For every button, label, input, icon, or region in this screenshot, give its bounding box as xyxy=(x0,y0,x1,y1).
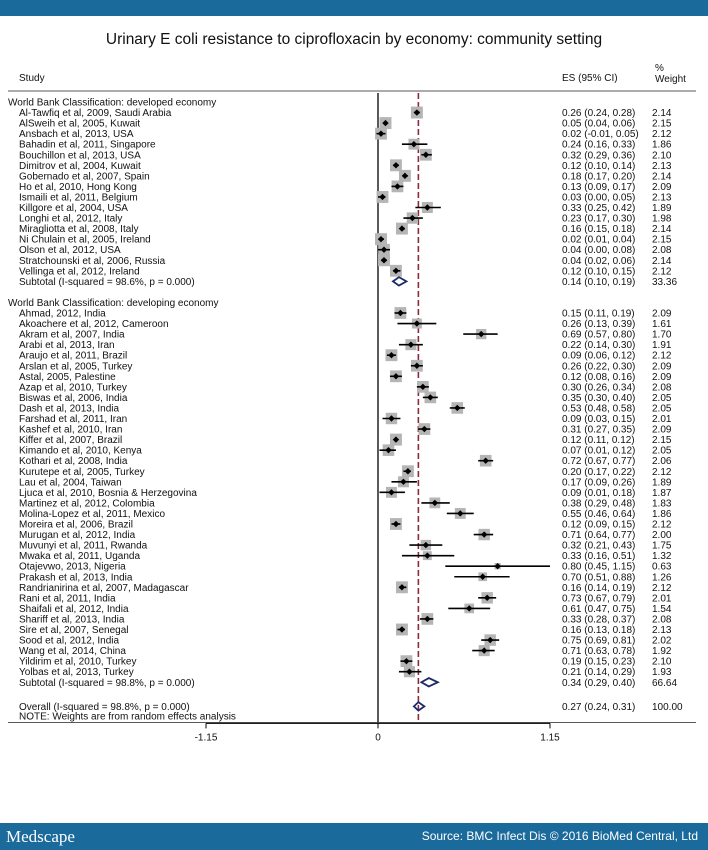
study-label: Biswas et al, 2006, India xyxy=(19,392,128,404)
weight-value: 1.83 xyxy=(652,498,672,510)
subtotal-diamond xyxy=(393,277,406,285)
medscape-logo[interactable]: Medscape xyxy=(6,827,75,846)
source-credit: Source: BMC Infect Dis © 2016 BioMed Central, Ltd xyxy=(421,829,698,843)
es-ci-value: 0.53 (0.48, 0.58) xyxy=(562,403,636,415)
es-ci-value: 0.26 (0.13, 0.39) xyxy=(562,319,636,331)
weight-value: 1.54 xyxy=(652,603,672,615)
weight-value: 2.01 xyxy=(652,414,672,425)
weight-value: 1.89 xyxy=(652,203,672,214)
chart-title: Urinary E coli resistance to ciprofloxacin by economy: community setting xyxy=(105,31,603,48)
weight-value: 2.12 xyxy=(652,582,672,594)
es-ci-value: 0.20 (0.17, 0.22) xyxy=(562,466,636,478)
study-label: Bahadin et al, 2011, Singapore xyxy=(19,139,156,151)
study-label: Lau et al, 2004, Taiwan xyxy=(19,477,122,489)
study-label: Ansbach et al, 2013, USA xyxy=(19,129,134,141)
study-label: Kimando et al, 2010, Kenya xyxy=(19,445,142,457)
weight-value: 2.10 xyxy=(652,150,672,162)
study-label: Al-Tawfiq et al, 2009, Saudi Arabia xyxy=(19,108,172,120)
weights-note: NOTE: Weights are from random effects analysis xyxy=(19,711,236,723)
es-ci-value: 0.22 (0.14, 0.30) xyxy=(562,340,636,352)
weight-column-header-symbol: % xyxy=(655,63,664,74)
weight-value: 2.00 xyxy=(652,530,672,542)
es-ci-value: 0.61 (0.47, 0.75) xyxy=(562,603,636,615)
study-label: Moreira et al, 2006, Brazil xyxy=(19,519,133,531)
es-ci-value: 0.12 (0.10, 0.14) xyxy=(562,160,636,172)
group-header: World Bank Classification: developed economy xyxy=(8,97,217,109)
study-label: Araujo et al, 2011, Brazil xyxy=(19,350,128,362)
study-label: Akram et al, 2007, India xyxy=(19,329,125,341)
es-ci-value: 0.33 (0.28, 0.37) xyxy=(562,614,636,626)
es-ci-value: 0.02 (0.01, 0.04) xyxy=(562,234,636,246)
weight-value: 1.70 xyxy=(652,329,672,341)
es-ci-value: 0.13 (0.09, 0.17) xyxy=(562,181,636,193)
es-ci-value: 0.09 (0.01, 0.18) xyxy=(562,487,636,499)
x-tick-label: 1.15 xyxy=(540,732,560,744)
weight-value: 1.91 xyxy=(652,340,672,352)
weight-value: 2.05 xyxy=(652,392,672,404)
es-ci-value: 0.55 (0.46, 0.64) xyxy=(562,508,636,520)
weight-value: 2.13 xyxy=(652,192,672,204)
es-ci-value: 0.12 (0.10, 0.15) xyxy=(562,266,636,278)
weight-value: 2.10 xyxy=(652,656,672,668)
study-label: Kothari et al, 2008, India xyxy=(19,456,128,468)
es-ci-value: 0.16 (0.15, 0.18) xyxy=(562,224,636,236)
group-header: World Bank Classification: developing economy xyxy=(8,297,219,309)
study-label: Dash et al, 2013, India xyxy=(19,403,120,415)
study-label: Sire et al, 2007, Senegal xyxy=(19,625,129,636)
study-label: AlSweih et al, 2005, Kuwait xyxy=(19,118,141,130)
study-label: Olson et al, 2012, USA xyxy=(19,245,121,257)
x-tick-label: -1.15 xyxy=(194,732,218,744)
study-label: Arslan et al, 2005, Turkey xyxy=(19,361,133,373)
study-label: Astal, 2005, Palestine xyxy=(19,371,116,383)
weight-value: 1.86 xyxy=(652,139,672,151)
es-ci-value: 0.38 (0.29, 0.48) xyxy=(562,498,636,510)
study-label: Otajevwo, 2013, Nigeria xyxy=(19,561,126,573)
es-ci-value: 0.18 (0.17, 0.20) xyxy=(562,171,636,183)
weight-value: 2.09 xyxy=(652,424,672,436)
study-label: Farshad et al, 2011, Iran xyxy=(19,414,128,425)
es-ci-value: 0.04 (0.02, 0.06) xyxy=(562,255,636,267)
weight-value: 1.93 xyxy=(652,667,672,679)
study-label: Ni Chulain et al, 2005, Ireland xyxy=(19,234,151,246)
footer-bar xyxy=(0,823,708,850)
es-ci-value: 0.23 (0.17, 0.30) xyxy=(562,213,636,225)
study-label: Ho et al, 2010, Hong Kong xyxy=(19,181,137,193)
weight-value: 2.09 xyxy=(652,371,672,383)
study-label: Kashef et al, 2010, Iran xyxy=(19,424,123,436)
weight-value: 1.75 xyxy=(652,540,672,552)
es-ci-value: 0.71 (0.63, 0.78) xyxy=(562,646,636,658)
es-ci-value: 0.33 (0.16, 0.51) xyxy=(562,551,636,563)
weight-value: 2.09 xyxy=(652,308,672,320)
subtotal-es-ci: 0.14 (0.10, 0.19) xyxy=(562,276,636,288)
es-ci-value: 0.09 (0.06, 0.12) xyxy=(562,350,636,362)
weight-value: 1.89 xyxy=(652,477,672,489)
es-ci-value: 0.12 (0.08, 0.16) xyxy=(562,371,636,383)
weight-value: 2.15 xyxy=(652,118,672,130)
weight-value: 2.12 xyxy=(652,129,672,141)
es-ci-value: 0.15 (0.11, 0.19) xyxy=(562,308,635,320)
study-label: Killgore et al, 2004, USA xyxy=(19,203,128,214)
study-label: Yildirim et al, 2010, Turkey xyxy=(19,656,137,668)
weight-value: 2.12 xyxy=(652,350,672,362)
weight-value: 2.05 xyxy=(652,403,672,415)
es-ci-value: 0.80 (0.45, 1.15) xyxy=(562,561,636,573)
es-ci-value: 0.05 (0.04, 0.06) xyxy=(562,118,636,130)
es-ci-value: 0.32 (0.21, 0.43) xyxy=(562,540,636,552)
study-label: Murugan et al, 2012, India xyxy=(19,530,136,542)
weight-value: 2.09 xyxy=(652,361,672,373)
study-label: Prakash et al, 2013, India xyxy=(19,572,133,584)
weight-value: 1.98 xyxy=(652,213,672,225)
weight-value: 2.12 xyxy=(652,519,672,531)
weight-value: 2.13 xyxy=(652,625,672,636)
es-ci-value: 0.71 (0.64, 0.77) xyxy=(562,530,636,542)
es-ci-value: 0.69 (0.57, 0.80) xyxy=(562,329,636,341)
weight-value: 2.08 xyxy=(652,245,672,257)
overall-es-ci: 0.27 (0.24, 0.31) xyxy=(562,701,636,713)
subtotal-es-ci: 0.34 (0.29, 0.40) xyxy=(562,677,636,689)
weight-value: 2.13 xyxy=(652,160,672,172)
study-label: Rani et al, 2011, India xyxy=(19,593,116,605)
es-ci-value: 0.73 (0.67, 0.79) xyxy=(562,593,636,605)
study-label: Wang et al, 2014, China xyxy=(19,646,126,658)
study-label: Shariff et al, 2013, India xyxy=(19,614,125,626)
es-ci-value: 0.35 (0.30, 0.40) xyxy=(562,392,636,404)
es-ci-value: 0.72 (0.67, 0.77) xyxy=(562,456,636,468)
weight-value: 2.14 xyxy=(652,108,672,120)
es-ci-value: 0.04 (0.00, 0.08) xyxy=(562,245,636,257)
weight-value: 2.12 xyxy=(652,266,672,278)
study-label: Vellinga et al, 2012, Ireland xyxy=(19,266,140,278)
weight-value: 2.12 xyxy=(652,466,672,478)
es-ci-value: 0.75 (0.69, 0.81) xyxy=(562,635,636,647)
study-label: Shaifali et al, 2012, India xyxy=(19,603,129,615)
weight-value: 2.14 xyxy=(652,224,672,236)
weight-value: 2.15 xyxy=(652,435,672,447)
es-ci-value: 0.26 (0.24, 0.28) xyxy=(562,108,636,120)
es-ci-value: 0.32 (0.29, 0.36) xyxy=(562,150,636,162)
study-label: Ahmad, 2012, India xyxy=(19,308,106,320)
es-ci-value: 0.09 (0.03, 0.15) xyxy=(562,414,636,425)
study-label: Miragliotta et al, 2008, Italy xyxy=(19,224,139,236)
study-label: Longhi et al, 2012, Italy xyxy=(19,213,123,225)
study-label: Dimitrov et al, 2004, Kuwait xyxy=(19,160,141,172)
study-label: Kurutepe et al, 2005, Turkey xyxy=(19,466,145,478)
subtotal-label: Subtotal (I-squared = 98.8%, p = 0.000) xyxy=(19,677,195,689)
study-label: Sood et al, 2012, India xyxy=(19,635,120,647)
weight-value: 2.14 xyxy=(652,255,672,267)
study-column-header: Study xyxy=(19,73,45,84)
weight-value: 1.26 xyxy=(652,572,672,584)
es-ci-value: 0.03 (0.00, 0.05) xyxy=(562,192,636,204)
weight-column-header: Weight xyxy=(655,74,686,85)
weight-value: 1.92 xyxy=(652,646,672,658)
es-ci-value: 0.26 (0.22, 0.30) xyxy=(562,361,636,373)
es-ci-value: 0.19 (0.15, 0.23) xyxy=(562,656,636,668)
overall-label: Overall (I-squared = 98.8%, p = 0.000) xyxy=(19,701,190,713)
study-label: Stratchounski et al, 2006, Russia xyxy=(19,255,166,267)
es-ci-value: 0.16 (0.14, 0.19) xyxy=(562,582,636,594)
x-tick-label: 0 xyxy=(375,732,381,744)
es-ci-value: 0.31 (0.27, 0.35) xyxy=(562,424,636,436)
study-label: Kiffer et al, 2007, Brazil xyxy=(19,435,123,447)
weight-value: 2.14 xyxy=(652,171,672,183)
es-ci-value: 0.33 (0.25, 0.42) xyxy=(562,203,636,214)
weight-value: 1.86 xyxy=(652,508,672,520)
es-ci-value: 0.21 (0.14, 0.29) xyxy=(562,667,636,679)
weight-value: 2.05 xyxy=(652,445,672,457)
es-column-header: ES (95% CI) xyxy=(562,73,618,84)
subtotal-diamond xyxy=(421,678,437,686)
es-ci-value: 0.17 (0.09, 0.26) xyxy=(562,477,636,489)
subtotal-weight: 66.64 xyxy=(652,677,678,689)
weight-value: 1.87 xyxy=(652,487,672,499)
study-label: Randrianirina et al, 2007, Madagascar xyxy=(19,582,189,594)
es-ci-value: 0.12 (0.11, 0.12) xyxy=(562,435,635,447)
study-label: Yolbas et al, 2013, Turkey xyxy=(19,667,134,679)
es-ci-value: 0.12 (0.09, 0.15) xyxy=(562,519,636,531)
study-label: Mwaka et al, 2011, Uganda xyxy=(19,551,141,563)
weight-value: 2.02 xyxy=(652,635,672,647)
weight-value: 2.08 xyxy=(652,614,672,626)
es-ci-value: 0.24 (0.16, 0.33) xyxy=(562,139,636,151)
weight-value: 2.09 xyxy=(652,181,672,193)
weight-value: 2.15 xyxy=(652,234,672,246)
weight-value: 2.06 xyxy=(652,456,672,468)
es-ci-value: 0.30 (0.26, 0.34) xyxy=(562,382,636,394)
study-label: Molina-Lopez et al, 2011, Mexico xyxy=(19,508,166,520)
weight-value: 2.08 xyxy=(652,382,672,394)
subtotal-label: Subtotal (I-squared = 98.6%, p = 0.000) xyxy=(19,276,195,288)
study-label: Bouchillon et al, 2013, USA xyxy=(19,150,141,162)
study-label: Azap et al, 2010, Turkey xyxy=(19,382,127,394)
study-label: Muvunyi et al, 2011, Rwanda xyxy=(19,540,148,552)
overall-weight: 100.00 xyxy=(652,701,683,713)
study-label: Arabi et al, 2013, Iran xyxy=(19,340,115,352)
weight-value: 1.32 xyxy=(652,551,672,563)
study-label: Akoachere et al, 2012, Cameroon xyxy=(19,319,169,331)
study-label: Ljuca et al, 2010, Bosnia & Herzegovina xyxy=(19,487,197,499)
weight-value: 2.01 xyxy=(652,593,672,605)
es-ci-value: 0.07 (0.01, 0.12) xyxy=(562,445,636,457)
subtotal-weight: 33.36 xyxy=(652,276,678,288)
study-label: Gobernado et al, 2007, Spain xyxy=(19,171,150,183)
weight-value: 1.61 xyxy=(652,319,672,331)
es-ci-value: 0.16 (0.13, 0.18) xyxy=(562,625,636,636)
es-ci-value: 0.70 (0.51, 0.88) xyxy=(562,572,636,584)
weight-value: 0.63 xyxy=(652,561,672,573)
study-label: Ismaili et al, 2011, Belgium xyxy=(19,192,138,204)
es-ci-value: 0.02 (-0.01, 0.05) xyxy=(562,129,639,141)
study-label: Martinez et al, 2012, Colombia xyxy=(19,498,155,510)
